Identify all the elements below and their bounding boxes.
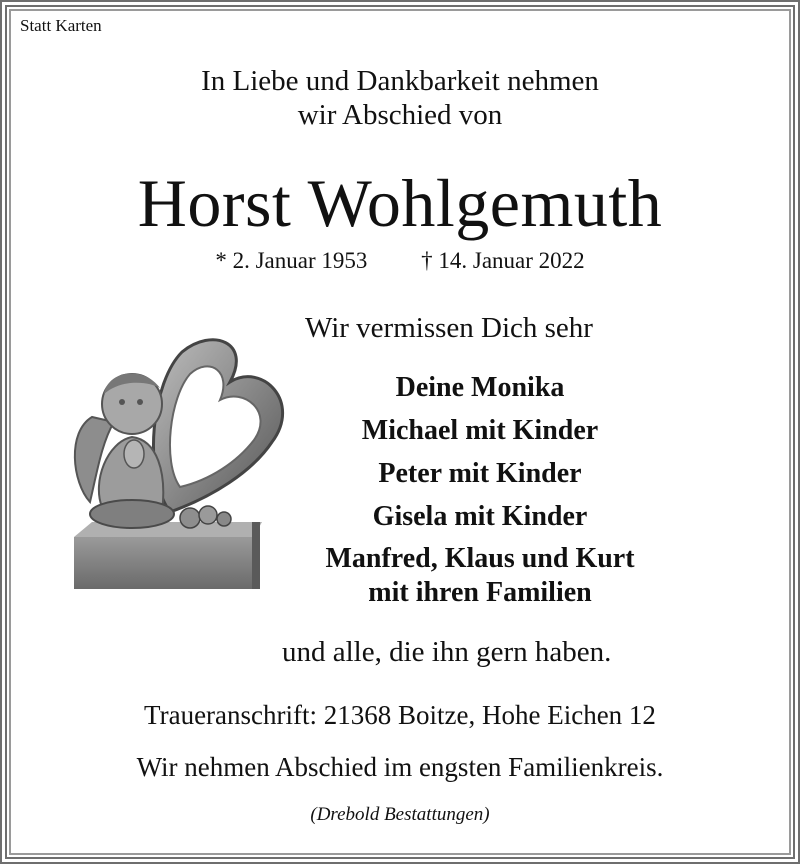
mourner-5-line-2: mit ihren Familien: [368, 577, 592, 608]
mourner-1: Deine Monika: [395, 372, 565, 403]
others-line: und alle, die ihn gern haben.: [282, 636, 612, 668]
message: Wir vermissen Dich sehr: [305, 312, 593, 344]
mourner-5: [255, 542, 705, 610]
closing-note: Wir nehmen Abschied im engsten Familienkreis.: [136, 752, 664, 782]
mourner-3: Peter mit Kinder: [378, 458, 582, 489]
mourners-list: [255, 366, 705, 610]
intro-text: [0, 64, 800, 132]
statt-karten-note: Statt Karten: [20, 16, 102, 35]
life-dates: [0, 248, 800, 274]
birth-date: * 2. Januar 1953: [215, 248, 368, 273]
deceased-name: Horst Wohlgemuth: [137, 165, 663, 241]
mourner-5-line-1: Manfred, Klaus und Kurt: [325, 543, 635, 574]
mourning-address: Traueranschrift: 21368 Boitze, Hohe Eichen 12: [144, 700, 656, 730]
intro-line-2: wir Abschied von: [297, 99, 503, 131]
mourner-4: Gisela mit Kinder: [372, 501, 588, 532]
intro-line-1: In Liebe und Dankbarkeit nehmen: [201, 65, 599, 97]
undertaker: (Drebold Bestattungen): [310, 804, 490, 825]
death-date: † 14. Januar 2022: [421, 248, 585, 273]
mourner-2: Michael mit Kinder: [361, 415, 599, 446]
